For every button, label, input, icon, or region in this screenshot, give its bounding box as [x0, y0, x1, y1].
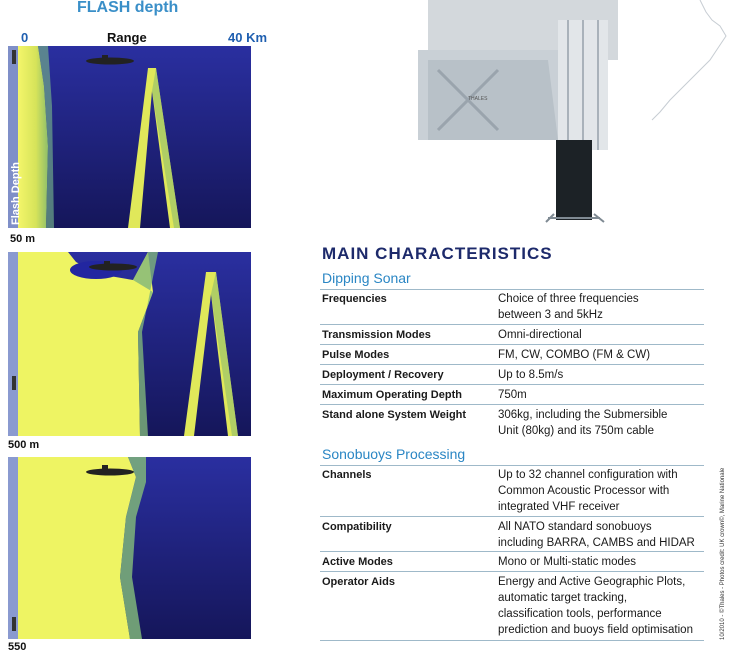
spec-value: Mono or Multi-static modes: [498, 556, 637, 568]
photo-credit: 10/2010 - ©Thales - Photos credit: UK crown©, Marine Nationale: [720, 467, 726, 640]
spec-value: 750m: [498, 389, 527, 401]
spec-label: Stand alone System Weight: [322, 409, 467, 421]
spec-value: FM, CW, COMBO (FM & CW): [498, 349, 651, 361]
spec-label: Transmission Modes: [322, 329, 431, 341]
spec-value: All NATO standard sonobuoys including BARRA, CAMBS and HIDAR: [498, 521, 695, 549]
flash-depth-axis-label: Flash Depth: [10, 162, 22, 225]
coastline-decoration: [640, 0, 739, 130]
spec-value: 306kg, including the Submersible Unit (80kg) and its 750m cable: [498, 409, 668, 437]
section-dipping-sonar: Dipping Sonar: [322, 270, 411, 286]
sonar-panel-550m: [8, 457, 251, 639]
spec-label: Compatibility: [322, 521, 392, 533]
panel-depth-label: 550: [8, 641, 27, 653]
sonar-panel-50m: [8, 46, 251, 228]
spec-value: Up to 32 channel configuration with Common Acoustic Processor with integrated VHF receiver: [498, 469, 678, 513]
spec-value: Omni-directional: [498, 329, 582, 341]
range-max: 40 Km: [228, 30, 268, 45]
section-sonobuoys-processing: Sonobuoys Processing: [322, 446, 466, 462]
spec-label: Operator Aids: [322, 576, 395, 588]
main-characteristics-heading: MAIN CHARACTERISTICS: [322, 244, 553, 263]
spec-value: Up to 8.5m/s: [498, 369, 564, 381]
sonar-equipment-photo: [408, 0, 628, 232]
thales-logo: THALES: [468, 96, 488, 102]
range-axis: [8, 30, 278, 46]
range-label: Range: [107, 30, 147, 45]
flash-depth-title: FLASH depth: [77, 0, 179, 16]
spec-label: Active Modes: [322, 556, 393, 568]
spec-label: Maximum Operating Depth: [322, 389, 462, 401]
spec-label: Pulse Modes: [322, 349, 390, 361]
panel-depth-label: 50 m: [10, 233, 36, 245]
spec-value: Choice of three frequencies between 3 and 5kHz: [498, 293, 639, 321]
spec-value: Energy and Active Geographic Plots, automatic target tracking, classification tools, performance prediction and buoys field optimisation: [498, 576, 693, 636]
spec-label: Channels: [322, 469, 372, 481]
spec-label: Frequencies: [322, 293, 387, 305]
sonar-panel-500m: [8, 252, 251, 436]
panel-depth-label: 500 m: [8, 439, 40, 451]
spec-label: Deployment / Recovery: [322, 369, 444, 381]
range-min: 0: [21, 30, 29, 45]
